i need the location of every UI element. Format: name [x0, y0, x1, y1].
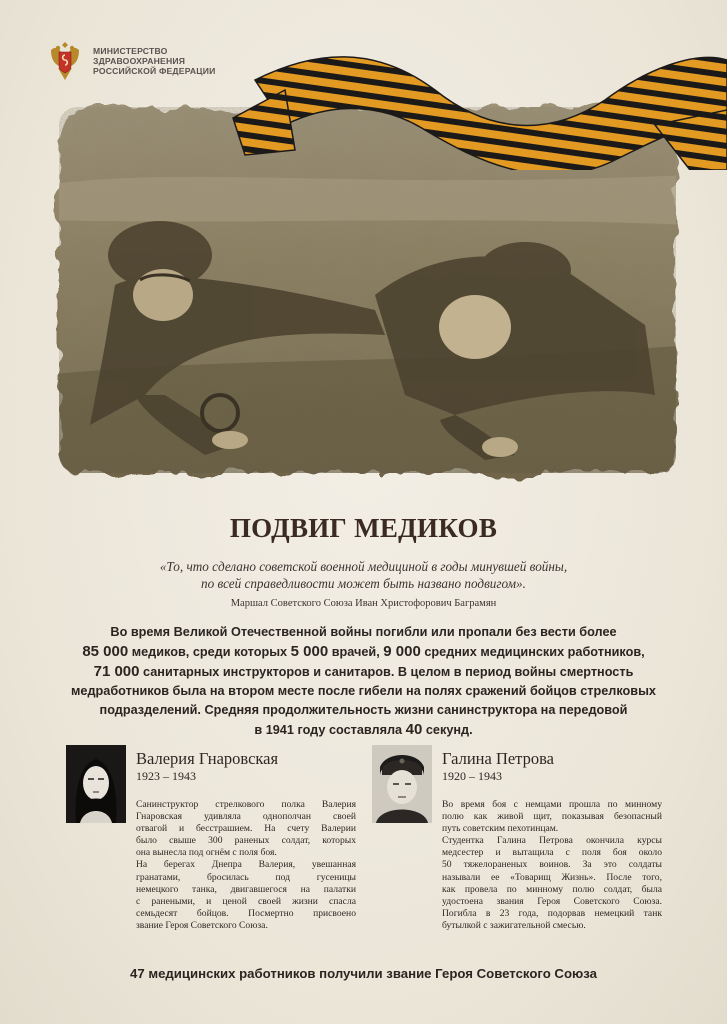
- bio-line: Погибла в 23 года, подорвав немецкий танк: [442, 907, 662, 919]
- st-george-ribbon: [225, 30, 727, 170]
- portrait-photo: [372, 745, 432, 823]
- page-title: ПОДВИГ МЕДИКОВ: [229, 513, 498, 543]
- bio-line: Санинструктор стрелкового полка Валерия: [136, 799, 356, 810]
- bio-line: отвагой и бесстрашием. На счету Валерии: [136, 823, 356, 835]
- lead-paragraph: [40, 623, 687, 740]
- footer-statement: 47 медицинских работников получили звание Героя Советского Союза: [129, 966, 597, 981]
- quote-line-1: «То, что сделано советской военной медициной в годы минувшей войны,: [159, 559, 568, 574]
- bio-line: медсестер и вытащила с поля боя около: [442, 847, 662, 859]
- quote-attribution: Маршал Советского Союза Иван Христофорович Баграмян: [230, 598, 497, 609]
- bio-line: называли ее «Товарищ Жизнь». После того,: [442, 871, 662, 883]
- lead-line-2: [40, 642, 687, 662]
- double-headed-eagle-emblem-icon: [45, 38, 85, 84]
- hero-bio: [136, 799, 356, 932]
- lead-line-2b: врачей,: [328, 645, 384, 659]
- hero-name: Галина Петрова: [442, 749, 554, 768]
- lead-line-3: [40, 662, 687, 682]
- quote-line-2: по всей справедливости может быть названо подвигом».: [201, 576, 526, 591]
- quote: [0, 558, 727, 592]
- hero-years: 1923 – 1943: [136, 769, 196, 783]
- lead-line-4: медработников была на втором месте после гибели на полях сражений бойцов стрелковых: [71, 684, 656, 698]
- lead-line-6: [40, 720, 687, 740]
- bio-line: путь советским пехотинцам.: [442, 823, 559, 835]
- stat-orderlies: 71 000: [93, 663, 140, 680]
- lead-line-1: Во время Великой Отечественной войны погибли или пропали без вести более: [110, 625, 617, 639]
- bio-line: было свыше 300 раненых солдат, которых: [136, 835, 356, 847]
- ministry-name: [93, 46, 216, 76]
- bio-line: семьдесят бойцов. Посмертно присвоено: [136, 907, 356, 919]
- bio-line: Гнаровская удивляла однополчан своей: [136, 811, 356, 823]
- portrait-photo: [66, 745, 126, 823]
- lead-line-6a: в 1941 году составляла: [254, 723, 406, 737]
- lead-line-6b: секунд.: [422, 723, 473, 737]
- lead-line-5: подразделений. Средняя продолжительность жизни санинструктора на передовой: [99, 703, 628, 717]
- bio-line: она вынесла под огнём с поля боя.: [136, 847, 277, 859]
- bio-line: как провела по минному полю солдат, была: [442, 883, 662, 895]
- hero-bio: [442, 799, 662, 932]
- stat-seconds: 40: [405, 721, 423, 738]
- bio-line: 50 тяжелораненых воинов. За это солдаты: [442, 859, 662, 871]
- bio-line: бутылкой с зажигательной смесью.: [442, 919, 586, 931]
- stat-doctors: 5 000: [290, 643, 329, 660]
- bio-line: полю как живой щит, показывая безопасный: [442, 811, 662, 823]
- bio-line: Во время боя с немцами прошла по минному: [442, 799, 662, 810]
- bio-line: немецкого танка, двигавшегося на палатки: [136, 883, 356, 895]
- lead-line-2c: средних медицинских работников,: [420, 645, 645, 659]
- ministry-line-3: РОССИЙСКОЙ ФЕДЕРАЦИИ: [93, 66, 216, 76]
- lead-line-3-text: санитарных инструкторов и санитаров. В целом в период войны смертность: [139, 665, 634, 679]
- hero-name: Валерия Гнаровская: [136, 749, 279, 768]
- stat-nurses: 9 000: [383, 643, 421, 660]
- bio-line: гранатами, бросилась под гусеницы: [136, 871, 356, 883]
- bio-line: звание Героя Советского Союза.: [136, 919, 268, 931]
- ministry-line-1: МИНИСТЕРСТВО: [93, 46, 168, 56]
- ministry-header: [45, 38, 216, 84]
- ministry-line-2: ЗДРАВООХРАНЕНИЯ: [93, 56, 186, 66]
- hero-years: 1920 – 1943: [442, 769, 502, 783]
- bio-line: На берегах Днепра Валерия, увешанная: [136, 859, 356, 871]
- stat-medics: 85 000: [82, 643, 129, 660]
- bio-line: Студентка Галина Петрова окончила курсы: [442, 835, 662, 847]
- bio-line: удостоена звания Героя Советского Союза.: [442, 895, 662, 907]
- bio-line: с ранеными, и ценой своей жизни спасла: [136, 895, 356, 907]
- lead-line-2a: медиков, среди которых: [128, 645, 291, 659]
